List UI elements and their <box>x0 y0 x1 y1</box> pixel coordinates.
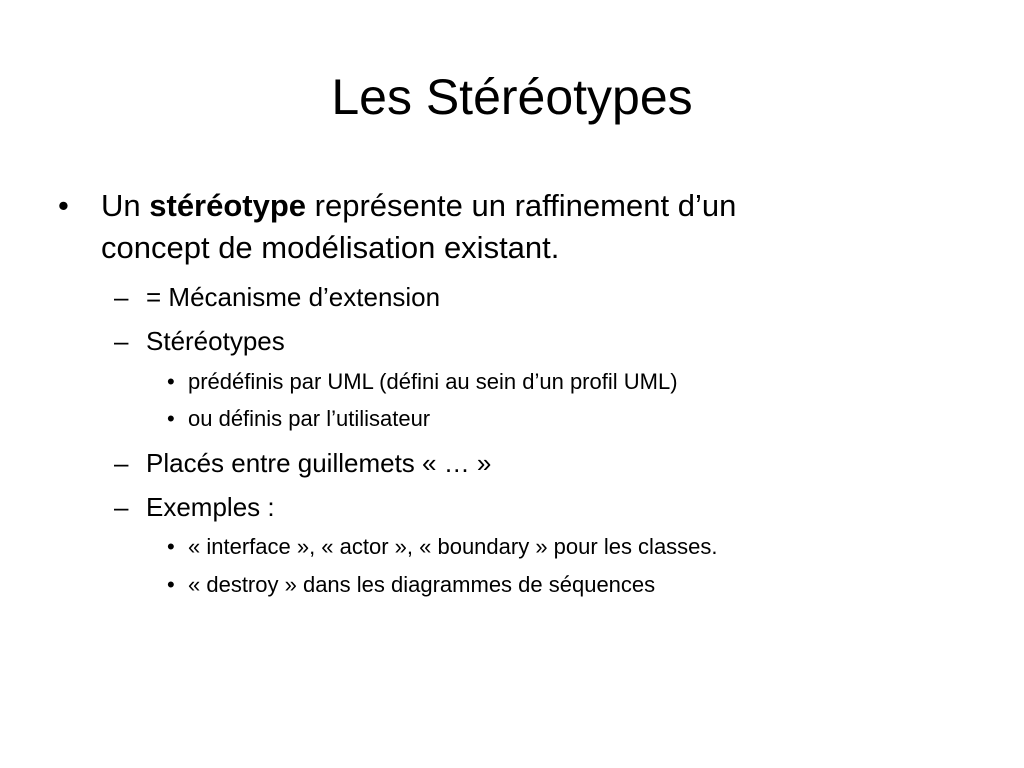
bullet-icon: • <box>167 406 175 431</box>
list-item-suffix: représente un raffinement d’un <box>306 188 737 223</box>
dash-icon: – <box>114 282 129 312</box>
list-item-level2: = Mécanisme d’extension <box>146 282 441 312</box>
dash-icon: – <box>114 326 129 356</box>
list-item-level2: Exemples : <box>146 492 275 522</box>
bullet-icon: • <box>167 369 175 394</box>
bullet-icon: • <box>167 572 175 597</box>
list-item-level3: prédéfinis par UML (défini au sein d’un profil UML) <box>188 369 678 394</box>
list-item-level2: Stéréotypes <box>146 326 285 356</box>
dash-icon: – <box>114 492 129 522</box>
list-item-level3: « destroy » dans les diagrammes de séquences <box>188 572 656 597</box>
dash-icon: – <box>114 448 129 478</box>
bullet-icon: • <box>58 188 69 223</box>
list-item-level1-line2: concept de modélisation existant. <box>101 230 560 265</box>
list-item-level2: Placés entre guillemets « … » <box>146 448 492 478</box>
list-item-level3: ou définis par l’utilisateur <box>188 406 431 431</box>
list-item-keyword: stéréotype <box>149 188 307 223</box>
list-item-level3: « interface », « actor », « boundary » pour les classes. <box>188 534 718 559</box>
list-item-level1-line1 <box>101 186 736 226</box>
list-item-prefix: Un <box>101 188 150 223</box>
bullet-icon: • <box>167 534 175 559</box>
slide-title: Les Stéréotypes <box>331 69 693 125</box>
